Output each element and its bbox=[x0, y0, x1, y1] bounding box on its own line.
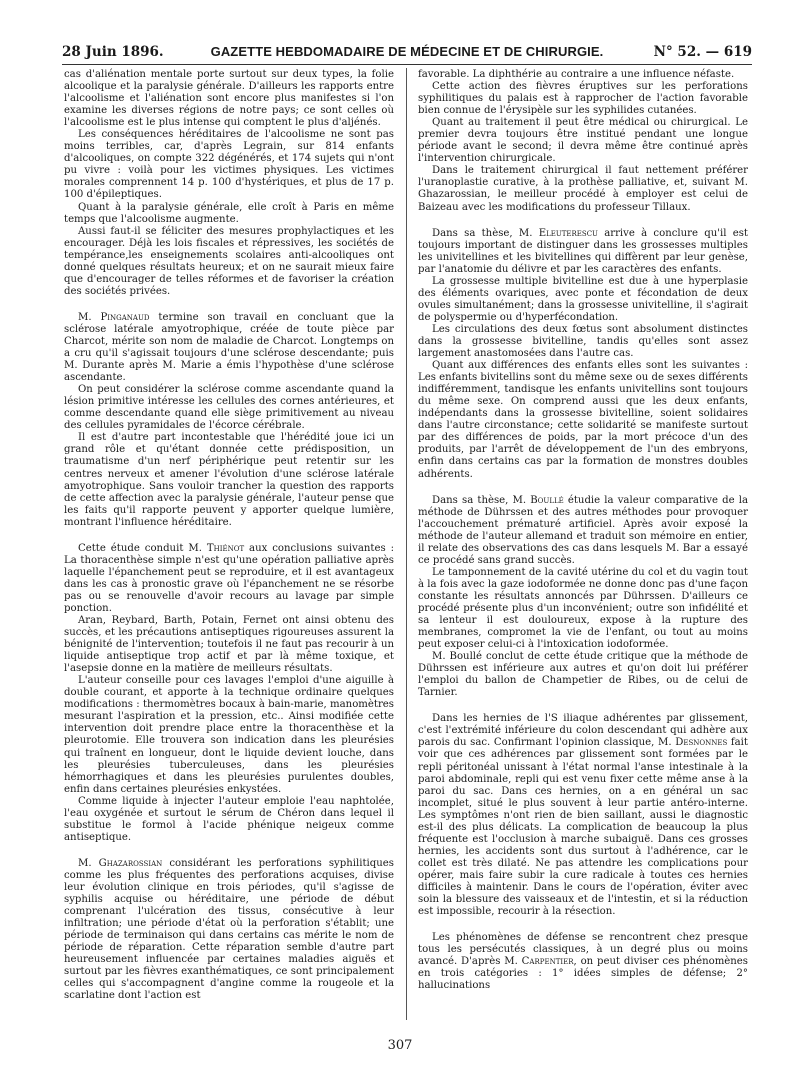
paragraph: Aussi faut-il se féliciter des mesures prophylactiques et les encourager. Déjà les lois fiscales et répressives, les sociétés de tempérance,les enseignements scolaires anti-alcooliques ont donné quelques résultats heureux; et on ne saurait mieux faire que d'encourager de telles réformes et de favoriser la création des sociétés privées. bbox=[64, 225, 394, 297]
paragraph: Quant au traitement il peut être médical ou chirurgical. Le premier devra toujours être institué pendant une longue période avant le second; il devra même être continué après l'intervention chirurgicale. bbox=[418, 117, 748, 165]
left-column bbox=[64, 69, 394, 1002]
paragraph: Aran, Reybard, Barth, Potain, Fernet ont ainsi obtenu des succès, et les précautions antiseptiques rigoureuses assurent la bénignité de l'intervention; toutefois il ne faut pas recourir à un liquide antiseptique trop actif et par là même toxique, et l'asepsie donne en la matière de meilleurs résultats. bbox=[64, 615, 394, 675]
author-name: M. Desnonnes bbox=[658, 737, 728, 749]
paragraph: On peut considérer la sclérose comme ascendante quand la lésion primitive intéresse les cellules des cornes antérieures, et comme descendante quand elle siège primitivement au niveau des cellules pyramidales de l'écorce cérébrale. bbox=[64, 384, 394, 432]
section-pinganaud bbox=[64, 312, 394, 384]
paragraph: Les conséquences héréditaires de l'alcoolisme ne sont pas moins terribles, car, d'après Legrain, sur 814 enfants d'alcooliques, on compte 322 dégénérés, et 174 sujets qui n'ont pu vivre : voilà pour les victimes physiques. Les victimes morales comprennent 14 p. 100 d'hystériques, et plus de 17 p. 100 d'épileptiques. bbox=[64, 129, 394, 201]
paragraph-text: Cette étude conduit bbox=[78, 542, 189, 554]
paragraph-text: Dans sa thèse, bbox=[432, 227, 519, 239]
section-thienot bbox=[64, 543, 394, 615]
author-name: M. Thiénot bbox=[188, 542, 245, 554]
header-rule bbox=[62, 64, 752, 65]
paragraph: cas d'aliénation mentale porte surtout sur deux types, la folie alcoolique et la paralysie générale. D'ailleurs les rapports entre l'alcoolisme et l'aliénation sont encore plus manifestes si l'on examine les diverses régions de notre pays; ce sont celles où l'alcoolisme est le plus intense qui comptent le plus d'aljénés. bbox=[64, 69, 394, 129]
paragraph: Il est d'autre part incontestable que l'hérédité joue ici un grand rôle et qu'étant donnée cette prédisposition, un traumatisme d'un nerf périphérique peut retentir sur les centres nerveux et amener l'évolution d'une sclérose latérale amyotrophique. Sans vouloir trancher la question des rapports de cette affection avec la paralysie générale, l'auteur pense que les faits qu'il rapporte peuvent y apporter quelque lumière, montrant l'influence héréditaire. bbox=[64, 432, 394, 528]
author-name: M. Ghazarossian bbox=[78, 857, 163, 869]
paragraph-text: arrive à conclure qu'il est toujours important de distinguer dans les grossesses multiples les univitellines et les bivitellines qui diffèrent par leur genèse, par l'anatomie du délivre et par les caractères des enfants. bbox=[418, 227, 748, 275]
paragraph-text: étudie la valeur comparative de la méthode de Dührssen et des autres méthodes pour provoquer l'accouchement prématuré artificiel. Après avoir exposé la méthode de l'auteur allemand et traduit son mémoire en entier, il relate des observations des cas dans lesquels M. Bar a essayé ce procédé sans grand succès. bbox=[418, 494, 749, 566]
paragraph: Les circulations des deux fœtus sont absolument distinctes dans la grossesse bivitelline, tandis qu'elles sont assez largement anastomosées dans l'autre cas. bbox=[418, 323, 748, 360]
paragraph: Cette action des fièvres éruptives sur les perforations syphilitiques du palais est à rapprocher de l'action favorable bien connue de l'érysipèle sur les syphilides cutanées. bbox=[418, 81, 748, 117]
paragraph-text: fait voir que ces adhérences par glissement sont formées par le repli péritonéal unissant à l'état normal l'anse intestinale à la paroi abdominale, repli qui est venu fixer cette même anse à la paroi du sac. Dans ces hernies, on a en général un sac incomplet, situé le plus souvent à leur partie antéro-interne. Les symptômes n'ont rien de bien saillant, aussi le diagnostic est-il des plus délicats. La complication de beaucoup la plus fréquente est l'occlusion à marche subaiguë. Dans ces grosses hernies, les accidents sont dus surtout à l'adhérence, car le collet est très dilaté. Ne pas attendre les complications pour opérer, mais faire subir la cure radicale à toutes ces hernies difficiles à maintenir. Dans le cours de l'opération, éviter avec soin la blessure des vaisseaux et de l'intestin, et si la réduction est impossible, recourir à la résection. bbox=[418, 737, 748, 918]
author-name: M. Carpentier bbox=[504, 956, 574, 968]
paragraph: Dans le traitement chirurgical il faut nettement préférer l'uranoplastie curative, à la prothèse palliative, et, suivant M. Ghazarossian, le meilleur procédé à employer est celui de Baizeau avec les modifications du professeur Tillaux. bbox=[418, 165, 748, 213]
paragraph-text: Dans les hernies de l'S iliaque adhérentes par glissement, c'est l'extrémité inférieure du colon descendant qui adhère aux parois du sac. Confirmant l'opinion classique, bbox=[418, 713, 748, 749]
paragraph: Le tamponnement de la cavité utérine du col et du vagin tout à la fois avec la gaze iodoformée ne donne donc pas d'une façon constante les résultats annoncés par Dührssen. D'ailleurs ce procédé présente plus d'un inconvénient; outre son infidélité et sa lenteur il est douloureux, expose à la rupture des membranes, compromet la vie de l'enfant, ou tout au moins peut exposer celui-ci à l'intoxication iodoformée. bbox=[418, 566, 748, 651]
author-name: M. Pinganaud bbox=[78, 311, 150, 323]
journal-title: GAZETTE HEBDOMADAIRE DE MÉDECINE ET DE CHIRURGIE. bbox=[210, 44, 604, 59]
section-carpentier bbox=[418, 932, 748, 992]
author-name: M. Boullé bbox=[512, 494, 564, 506]
section-boulle bbox=[418, 495, 748, 567]
author-name: M. Eleuterescu bbox=[518, 227, 598, 239]
column-divider bbox=[406, 68, 407, 1020]
paragraph-text: considérant les perforations syphilitiques comme les plus fréquentes des perforations acquises, divise leur évolution clinique en trois périodes, qu'il s'agisse de syphilis acquise ou héréditaire, une période de début comprenant l'ulcération des tissus, consécutive à leur infiltration; une période d'état où la perforation s'établit; une période de terminaison qui dans certains cas mérite le nom de période de réparation. Cette réparation semble d'autre part heureusement influencée par certaines maladies aiguës et surtout par les fièvres exanthématiques, ce sont principalement celles qui s'accompagnent d'angine comme la rougeole et la scarlatine dont l'action est bbox=[64, 857, 394, 1002]
paragraph: favorable. La diphthérie au contraire a une influence néfaste. bbox=[418, 69, 735, 80]
paragraph-text: Les phénomènes de défense se rencontrent chez presque tous les persécutés classiques, à un degré plus ou moins avancé. D'après bbox=[418, 932, 748, 968]
paragraph-text: , on peut diviser ces phénomènes en trois catégories : 1° idées simples de défense; 2° hallucinations bbox=[418, 956, 748, 992]
folio-number: 307 bbox=[387, 1038, 413, 1053]
section-desnonnes bbox=[418, 713, 748, 918]
section-eleuterescu bbox=[418, 228, 748, 276]
paragraph-text: termine son travail en concluant que la sclérose latérale amyotrophique, créée de toute pièce par Charcot, mérite son nom de maladie de Charcot. Longtemps on a cru qu'il s'agissait toujours d'une sclérose descendante; puis M. Durante après M. Marie a émis l'hypothèse d'une sclérose ascendante. bbox=[64, 311, 394, 384]
paragraph-text: aux conclusions suivantes : La thoracenthèse simple n'est qu'une opération palliative après laquelle l'épanchement peut se reproduire, et il est avantageux dans les cas à pronostic grave où l'épanchement ne se résorbe pas ou se renouvelle d'avoir recours au lavage par simple ponction. bbox=[64, 542, 394, 614]
paragraph: Quant aux différences des enfants elles sont les suivantes : Les enfants bivitellins sont du même sexe ou de sexes différents indifféremment, tandisque les enfants univitellins sont toujours du même sexe. On comprend aussi que les deux enfants, indépendants dans la grossesse bivitelline, soient solidaires dans l'autre circonstance; cette solidarité se manifeste surtout par des différences de poids, par la mort précoce d'un des produits, par l'arrêt de développement de l'un des embryons, enfin dans certains cas par la formation de monstres doubles adhérents. bbox=[418, 360, 749, 480]
paragraph: M. Boullé conclut de cette étude critique que la méthode de Dührssen est inférieure aux autres et qu'on doit lui préférer l'emploi du ballon de Champetier de Ribes, ou de celui de Tarnier. bbox=[418, 651, 748, 699]
section-ghazarossian bbox=[64, 858, 394, 1003]
issue-page-number: N° 52. — 619 bbox=[653, 44, 752, 60]
paragraph: Quant à la paralysie générale, elle croît à Paris en même temps que l'alcoolisme augmente. bbox=[64, 201, 394, 225]
paragraph: Comme liquide à injecter l'auteur emploie l'eau naphtolée, l'eau oxygénée et surtout le sérum de Chéron dans lequel il substitue le formol à l'acide phénique neigeux comme antiseptique. bbox=[64, 795, 394, 843]
paragraph-text: Dans sa thèse, bbox=[432, 494, 513, 506]
right-column bbox=[418, 69, 748, 992]
paragraph: La grossesse multiple bivitelline est due à une hyperplasie des éléments ovariques, avec ponte et fécondation de deux ovules simultanément; dans la grossesse univitelline, il s'agirait de polyspermie ou d'hyperfécondation. bbox=[418, 275, 748, 323]
paragraph: L'auteur conseille pour ces lavages l'emploi d'une aiguille à double courant, et apporte à la technique ordinaire quelques modifications : thermomètres bocaux à bain-marie, manomètres mesurant l'aspiration et la pression, etc.. Ainsi modifiée cette intervention doit prendre place entre la thoracenthèse et la pleurotomie. Elle trouvera son indication dans les pleurésies qui traînent en longueur, dont le liquide devient louche, dans les pleurésies tuberculeuses, dans les pleurésies hémorrhagiques et dans les pleurésies purulentes doubles, enfin dans certaines pleurésies enkystées. bbox=[64, 675, 394, 795]
header-date: 28 Juin 1896. bbox=[62, 44, 164, 60]
running-header bbox=[62, 44, 752, 64]
